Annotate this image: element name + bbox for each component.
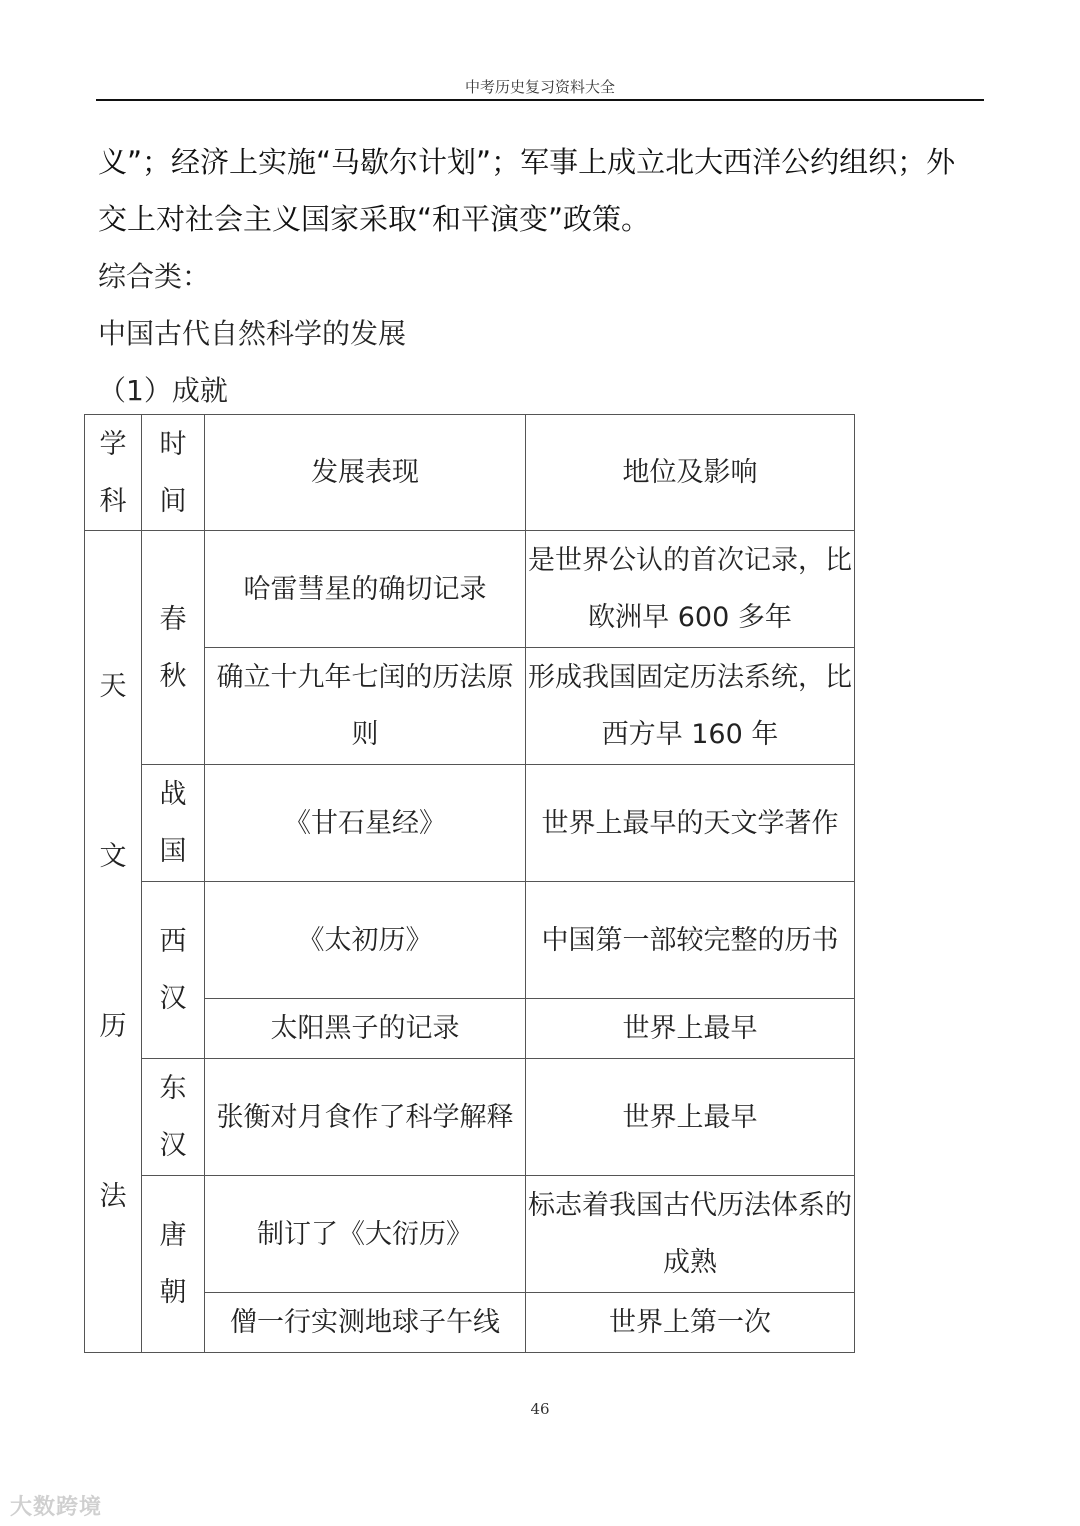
impact-cell: 标志着我国古代历法体系的成熟 [526,1176,855,1293]
topic-title: 中国古代自然科学的发展 [98,317,407,350]
period-cell: 战国 [142,765,205,882]
header-period: 时间 [142,415,205,531]
table-row [85,531,855,648]
impact-cell: 世界上最早 [526,1059,855,1176]
header-achievement: 发展表现 [205,415,526,531]
table-row [85,765,855,882]
achievements-table [84,414,855,1353]
achievement-cell: 制订了《大衍历》 [205,1176,526,1293]
table-row [85,1176,855,1293]
achievement-cell: 太阳黑子的记录 [205,999,526,1059]
header-divider [96,99,984,101]
period-cell: 春秋 [142,531,205,765]
period-cell: 唐朝 [142,1176,205,1353]
achievement-cell: 僧一行实测地球子午线 [205,1293,526,1353]
header-impact: 地位及影响 [526,415,855,531]
achievement-cell: 《太初历》 [205,882,526,999]
impact-cell: 世界上最早 [526,999,855,1059]
achievement-cell: 张衡对月食作了科学解释 [205,1059,526,1176]
header-subject: 学科 [85,415,142,531]
table-row [85,1059,855,1176]
page-number: 46 [530,1400,550,1418]
page-header: 中考历史复习资料大全 [464,78,615,96]
section-title: 综合类： [98,260,211,293]
subject-cell: 天文历法 [85,531,142,1353]
body-line-2: 交上对社会主义国家采取“和平演变”政策。 [98,202,651,236]
impact-cell: 形成我国固定历法系统，比西方早 160 年 [526,648,855,765]
achievement-cell: 确立十九年七闰的历法原则 [205,648,526,765]
impact-cell: 是世界公认的首次记录，比欧洲早 600 多年 [526,531,855,648]
impact-cell: 世界上第一次 [526,1293,855,1353]
watermark-logo: 大数跨境 [10,1495,103,1520]
period-cell: 西汉 [142,882,205,1059]
table-header-row [85,415,855,531]
period-cell: 东汉 [142,1059,205,1176]
sub-title: （1）成就 [98,374,228,407]
table-row [85,882,855,999]
body-line-1: 义”；经济上实施“马歇尔计划”；军事上成立北大西洋公约组织；外 [98,145,956,179]
achievement-cell: 《甘石星经》 [205,765,526,882]
impact-cell: 世界上最早的天文学著作 [526,765,855,882]
achievement-cell: 哈雷彗星的确切记录 [205,531,526,648]
impact-cell: 中国第一部较完整的历书 [526,882,855,999]
